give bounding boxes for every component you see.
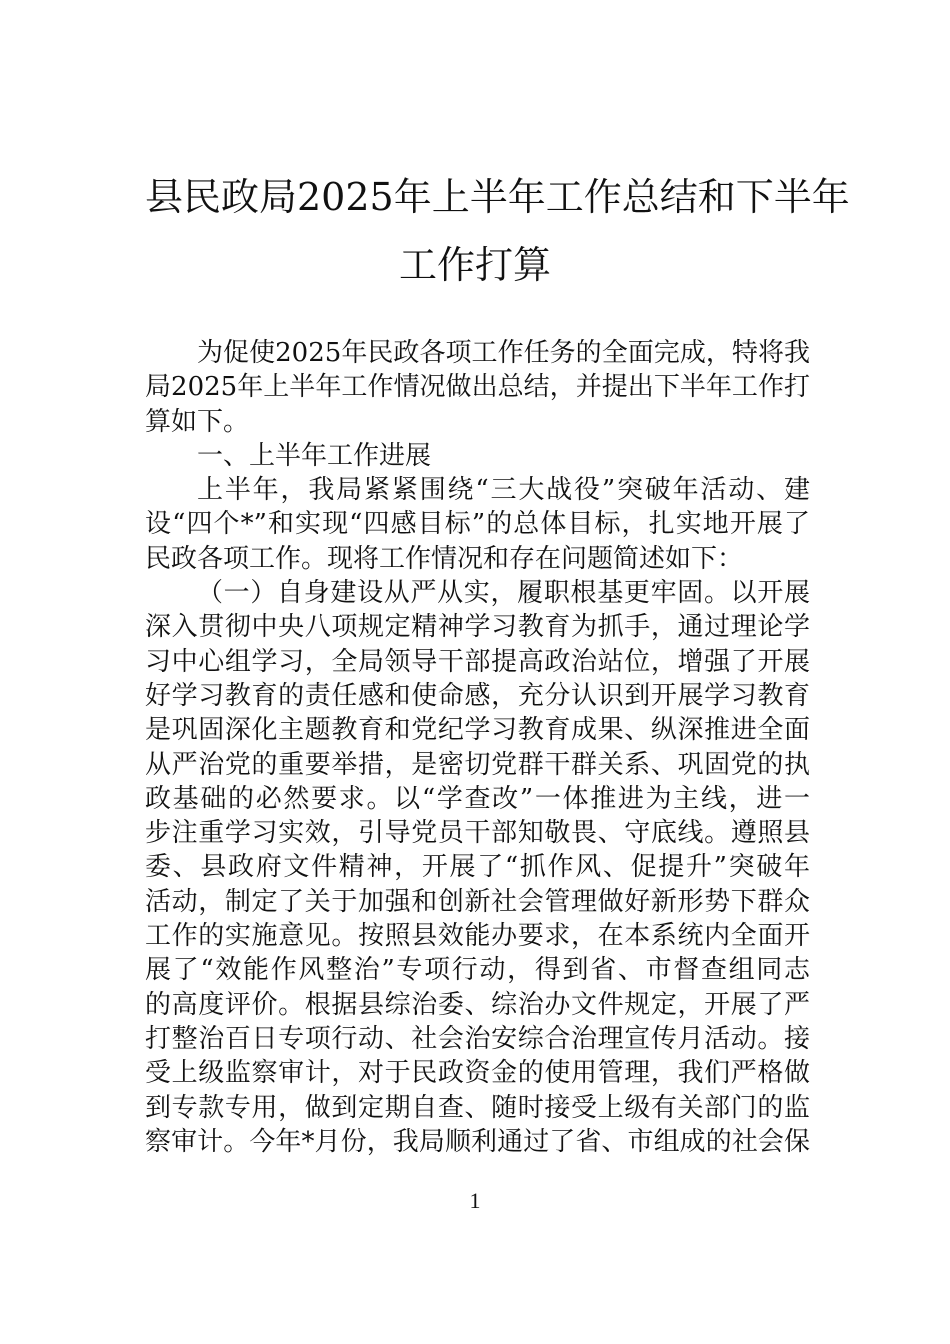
paragraph-overview-line: 设“四个*”和实现“四感目标”的总体目标，扎实地开展了 [145, 509, 810, 540]
paragraph-self-building-line: 到专款专用，做到定期自查、随时接受上级有关部门的监 [145, 1092, 810, 1123]
paragraph-self-building-line: 打整治百日专项行动、社会治安综合治理宣传月活动。接 [145, 1023, 810, 1054]
paragraph-self-building-line: 深入贯彻中央八项规定精神学习教育为抓手，通过理论学 [145, 612, 810, 643]
paragraph-self-building-line: 展了“效能作风整治”专项行动，得到省、市督查组同志 [145, 955, 810, 986]
paragraph-intro-line: 算如下。 [145, 406, 250, 437]
document-title [145, 163, 850, 299]
title-line-1: 县民政局2025年上半年工作总结和下半年 [145, 175, 850, 219]
paragraph-self-building-line: 活动，制定了关于加强和创新社会管理做好新形势下群众 [145, 886, 810, 917]
paragraph-self-building-line: 步注重学习实效，引导党员干部知敬畏、守底线。遵照县 [145, 818, 810, 849]
title-line-2: 工作打算 [398, 243, 551, 287]
paragraph-self-building-line: 的高度评价。根据县综治委、综治办文件规定，开展了严 [145, 989, 810, 1020]
paragraph-overview-line: 上半年，我局紧紧围绕“三大战役”突破年活动、建 [197, 475, 810, 506]
paragraph-self-building-line: 从严治党的重要举措，是密切党群干群关系、巩固党的执 [145, 749, 810, 780]
paragraph-self-building-line: 察审计。今年*月份，我局顺利通过了省、市组成的社会保 [145, 1126, 810, 1157]
paragraph-self-building-line: 是巩固深化主题教育和党纪学习教育成果、纵深推进全面 [145, 715, 810, 746]
section-heading: 一、上半年工作进展 [197, 440, 432, 471]
paragraph-intro-line: 局2025年上半年工作情况做出总结，并提出下半年工作打 [145, 372, 810, 403]
paragraph-self-building-line: 政基础的必然要求。以“学查改”一体推进为主线，进一 [145, 783, 810, 814]
document-body [145, 336, 810, 1159]
paragraph-self-building-line: 工作的实施意见。按照县效能办要求，在本系统内全面开 [145, 921, 810, 952]
paragraph-overview-line: 民政各项工作。现将工作情况和存在问题简述如下： [145, 543, 744, 574]
page-number: 1 [469, 1188, 481, 1213]
paragraph-self-building-line: 习中心组学习，全局领导干部提高政治站位，增强了开展 [145, 646, 810, 677]
paragraph-self-building-line: （一）自身建设从严从实，履职根基更牢固。以开展 [197, 578, 810, 609]
paragraph-self-building-line: 好学习教育的责任感和使命感，充分认识到开展学习教育 [145, 680, 810, 711]
paragraph-intro-line: 为促使2025年民政各项工作任务的全面完成，特将我 [197, 338, 810, 368]
paragraph-self-building-line: 受上级监察审计，对于民政资金的使用管理，我们严格做 [145, 1058, 810, 1089]
paragraph-self-building-line: 委、县政府文件精神，开展了“抓作风、促提升”突破年 [145, 852, 810, 883]
